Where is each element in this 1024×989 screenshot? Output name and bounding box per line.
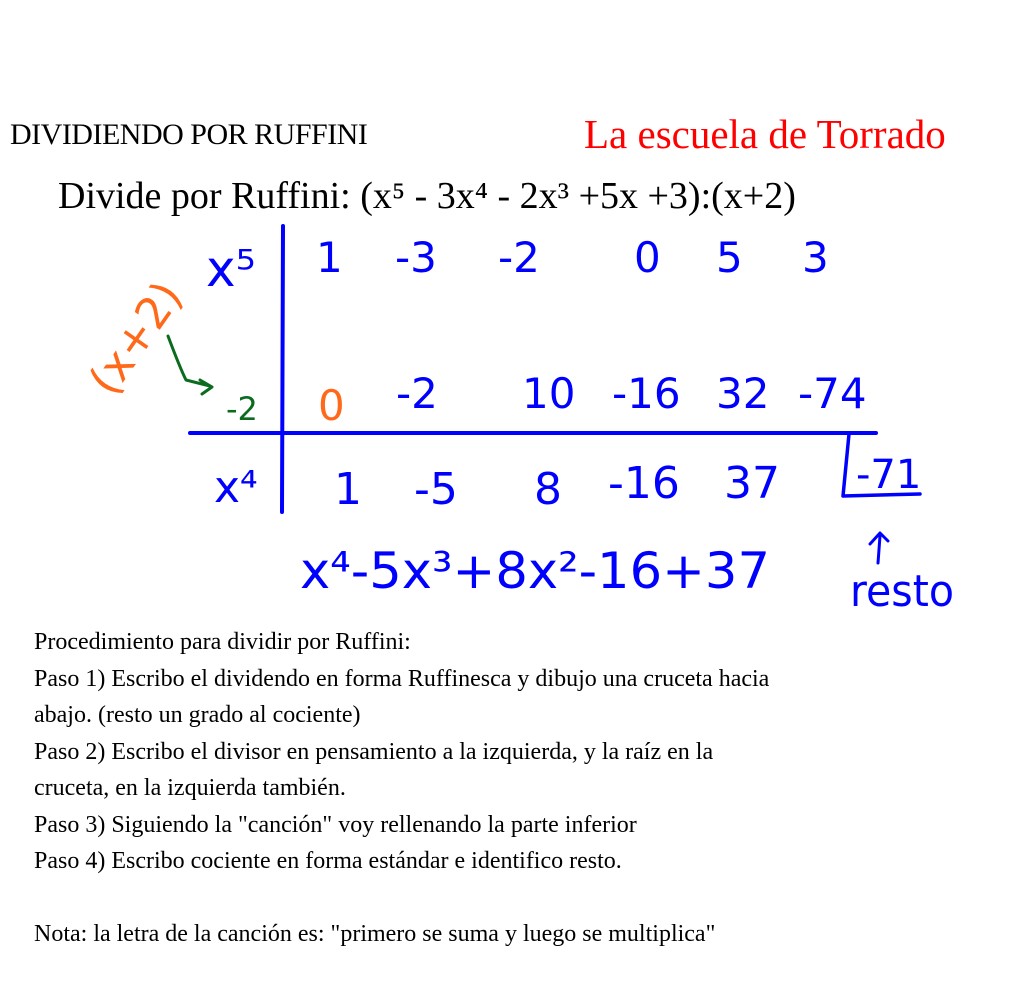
middle-value: -74 [798,369,867,418]
middle-value: 10 [522,369,576,418]
document-title: DIVIDIENDO POR RUFFINI [10,118,368,151]
bottom-row [334,458,780,515]
arrow-to-root [168,336,212,394]
top-coefficient: -2 [498,233,540,282]
bottom-value: 1 [334,464,362,515]
top-coefficient: 3 [802,233,829,282]
problem-statement: Divide por Ruffini: (x⁵ - 3x⁴ - 2x³ +5x +3):(x+2) [58,175,796,217]
quotient-leading-term: x⁴ [214,462,258,513]
divisor-note: (x+2) [79,272,193,405]
procedure-note: Nota: la letra de la canción es: "primero se suma y luego se multiplica" [34,921,716,947]
procedure-step-2-line-2: cruceta, en la izquierda también. [34,775,346,801]
procedure-step-3: Paso 3) Siguiendo la "canción" voy rellenando la parte inferior [34,811,637,838]
remainder-value: -71 [856,452,922,498]
procedure-section [34,624,1004,953]
root-value: -2 [226,390,258,428]
top-row [316,233,829,282]
leading-term-top: x⁵ [206,240,256,298]
procedure-step-1-line-1: Paso 1) Escribo el dividendo en forma Ruffinesca y dibujo una cruceta hacia [34,665,770,692]
bottom-value: -5 [414,464,458,515]
middle-value-zero: 0 [318,381,345,430]
arrow-to-remainder [870,533,888,563]
cruceta-vertical-line [282,226,283,512]
procedure-step-2-line-1: Paso 2) Escribo el divisor en pensamiento a la izquierda, y la raíz en la [34,738,714,765]
procedure-title: Procedimiento para dividir por Ruffini: [34,629,411,655]
top-coefficient: 0 [634,233,661,282]
bottom-value: -16 [608,458,680,509]
middle-row [318,369,867,430]
quotient-polynomial: x⁴-5x³+8x²-16+37 [300,542,770,600]
middle-value: 32 [716,369,770,418]
bottom-value: 37 [724,458,780,509]
bottom-value: 8 [534,464,562,515]
middle-value: -2 [396,369,438,418]
procedure-step-1-line-2: abajo. (resto un grado al cociente) [34,702,361,728]
top-coefficient: -3 [395,233,437,282]
procedure-step-4: Paso 4) Escribo cociente en forma estándar e identifico resto. [34,848,622,874]
top-coefficient: 1 [316,233,343,282]
remainder-label: resto [850,566,954,617]
middle-value: -16 [612,369,681,418]
brand-name: La escuela de Torrado [584,111,946,157]
top-coefficient: 5 [716,233,743,282]
